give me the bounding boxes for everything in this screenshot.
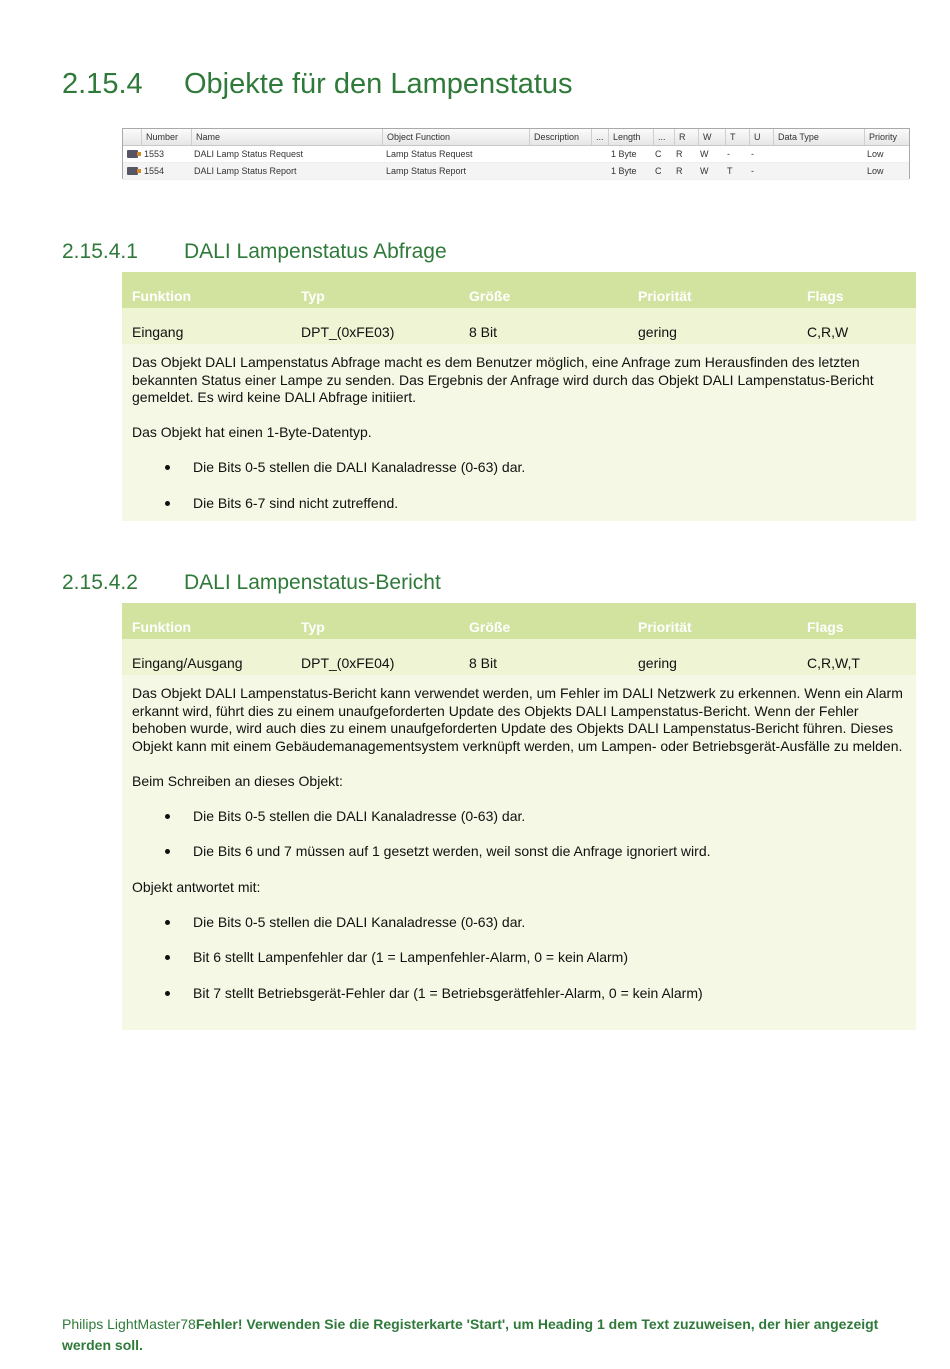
row-priority: Low <box>867 149 884 159</box>
heading-title: DALI Lampenstatus Abfrage <box>184 240 447 263</box>
row-u: - <box>751 149 754 159</box>
header-flags: Flags <box>807 288 844 304</box>
row-t: - <box>727 149 730 159</box>
row-length: 1 Byte <box>611 149 637 159</box>
datatype-paragraph: Das Objekt hat einen 1-Byte-Datentyp. <box>132 424 372 441</box>
object-icon <box>127 167 138 175</box>
row-u: - <box>751 166 754 176</box>
value-prioritaet: gering <box>638 655 677 671</box>
row-function: Lamp Status Request <box>386 149 473 159</box>
header-typ: Typ <box>301 619 325 635</box>
list-item: Die Bits 6 und 7 müssen auf 1 gesetzt werden, weil sonst die Anfrage ignoriert wird. <box>132 843 906 861</box>
col-description[interactable]: Description <box>529 129 579 145</box>
property-box-bericht <box>122 603 916 1030</box>
heading-number: 2.15.4.2 <box>62 571 138 594</box>
row-w: W <box>700 166 709 176</box>
section-heading-main <box>62 68 573 101</box>
row-function: Lamp Status Report <box>386 166 467 176</box>
col-t[interactable]: T <box>725 129 736 145</box>
value-groesse: 8 Bit <box>469 324 498 340</box>
property-box-abfrage <box>122 272 916 521</box>
row-number: 1553 <box>144 149 165 159</box>
value-flags: C,R,W <box>807 324 849 340</box>
property-value-row <box>122 308 916 344</box>
col-u[interactable]: U <box>749 129 761 145</box>
header-groesse: Größe <box>469 288 511 304</box>
value-typ: DPT_(0xFE03) <box>301 324 395 340</box>
table-header <box>123 129 909 146</box>
row-w: W <box>700 149 709 159</box>
section-heading-abfrage <box>62 240 447 264</box>
section-heading-bericht <box>62 571 441 595</box>
property-value-row <box>122 639 916 675</box>
list-item: Die Bits 0-5 stellen die DALI Kanaladresse (0-63) dar. <box>132 914 906 932</box>
col-data-type[interactable]: Data Type <box>773 129 819 145</box>
value-typ: DPT_(0xFE04) <box>301 655 395 671</box>
write-intro: Beim Schreiben an dieses Objekt: <box>132 772 343 789</box>
table-row[interactable] <box>123 163 909 180</box>
value-groesse: 8 Bit <box>469 655 498 671</box>
row-c: C <box>655 166 662 176</box>
response-intro: Objekt antwortet mit: <box>132 878 261 895</box>
row-t: T <box>727 166 733 176</box>
object-table <box>122 128 910 179</box>
footer-product: Philips LightMaster78 <box>62 1316 196 1332</box>
value-funktion: Eingang/Ausgang <box>132 655 243 671</box>
col-r[interactable]: R <box>674 129 686 145</box>
list-item: Bit 7 stellt Betriebsgerät-Fehler dar (1 = Betriebsgerätfehler-Alarm, 0 = kein Alarm) <box>132 985 906 1003</box>
row-priority: Low <box>867 166 884 176</box>
value-funktion: Eingang <box>132 324 184 340</box>
list-item: Die Bits 0-5 stellen die DALI Kanaladresse (0-63) dar. <box>132 459 906 477</box>
header-funktion: Funktion <box>132 619 192 635</box>
page-footer <box>62 1314 892 1356</box>
description-body <box>122 344 916 512</box>
heading-title: Objekte für den Lampenstatus <box>184 68 573 100</box>
value-prioritaet: gering <box>638 324 677 340</box>
list-item: Bit 6 stellt Lampenfehler dar (1 = Lampenfehler-Alarm, 0 = kein Alarm) <box>132 949 906 967</box>
col-more-2[interactable]: ... <box>653 129 666 145</box>
header-prioritaet: Priorität <box>638 619 692 635</box>
row-name: DALI Lamp Status Request <box>194 149 304 159</box>
header-typ: Typ <box>301 288 325 304</box>
list-item: Die Bits 6-7 sind nicht zutreffend. <box>132 495 906 513</box>
col-number[interactable]: Number <box>141 129 178 145</box>
row-name: DALI Lamp Status Report <box>194 166 297 176</box>
row-number: 1554 <box>144 166 165 176</box>
header-groesse: Größe <box>469 619 511 635</box>
description-body <box>122 675 916 1003</box>
row-r: R <box>676 166 683 176</box>
property-header-row <box>122 603 916 639</box>
row-c: C <box>655 149 662 159</box>
col-name[interactable]: Name <box>191 129 220 145</box>
col-priority[interactable]: Priority <box>864 129 897 145</box>
row-length: 1 Byte <box>611 166 637 176</box>
description-paragraph: Das Objekt DALI Lampenstatus-Bericht kann verwendet werden, um Fehler im DALI Netzwerk zu erkennen. Wenn ein Alarm erkannt wird, führt dies zu einem unaufgeforderten Update des Objekts DALI Lampenstatus-Bericht. Wenn der Fehler behoben wurde, wird auch dies zu einem unaufgeforderten Update des Objekts DALI Lampenstatus-Bericht führen. Dieses Objekt kann mit einem Gebäudemanagementsystem verknüpft werden, um Lampen- oder Betriebsgerät-Ausfälle zu melden. <box>132 685 903 755</box>
list-item: Die Bits 0-5 stellen die DALI Kanaladresse (0-63) dar. <box>132 808 906 826</box>
property-header-row <box>122 272 916 308</box>
header-funktion: Funktion <box>132 288 192 304</box>
value-flags: C,R,W,T <box>807 655 860 671</box>
description-paragraph: Das Objekt DALI Lampenstatus Abfrage macht es dem Benutzer möglich, eine Anfrage zum Herausfinden des letzten bekannten Status einer Lampe zu senden. Das Ergebnis der Anfrage wird durch das Objekt DALI Lampenstatus-Bericht gemeldet. Es wird keine DALI Abfrage initiiert. <box>132 354 874 406</box>
heading-number: 2.15.4.1 <box>62 240 138 263</box>
heading-title: DALI Lampenstatus-Bericht <box>184 571 441 594</box>
col-more-1[interactable]: ... <box>591 129 604 145</box>
col-object-function[interactable]: Object Function <box>382 129 450 145</box>
heading-number: 2.15.4 <box>62 68 143 100</box>
footer-field-error: Fehler! Verwenden Sie die Registerkarte 'Start', um Heading 1 dem Text zuzuweisen, der hier angezeigt werden soll. <box>62 1316 879 1353</box>
header-prioritaet: Priorität <box>638 288 692 304</box>
row-r: R <box>676 149 683 159</box>
object-icon <box>127 150 138 158</box>
col-length[interactable]: Length <box>608 129 641 145</box>
header-flags: Flags <box>807 619 844 635</box>
table-row[interactable] <box>123 146 909 163</box>
col-w[interactable]: W <box>698 129 712 145</box>
